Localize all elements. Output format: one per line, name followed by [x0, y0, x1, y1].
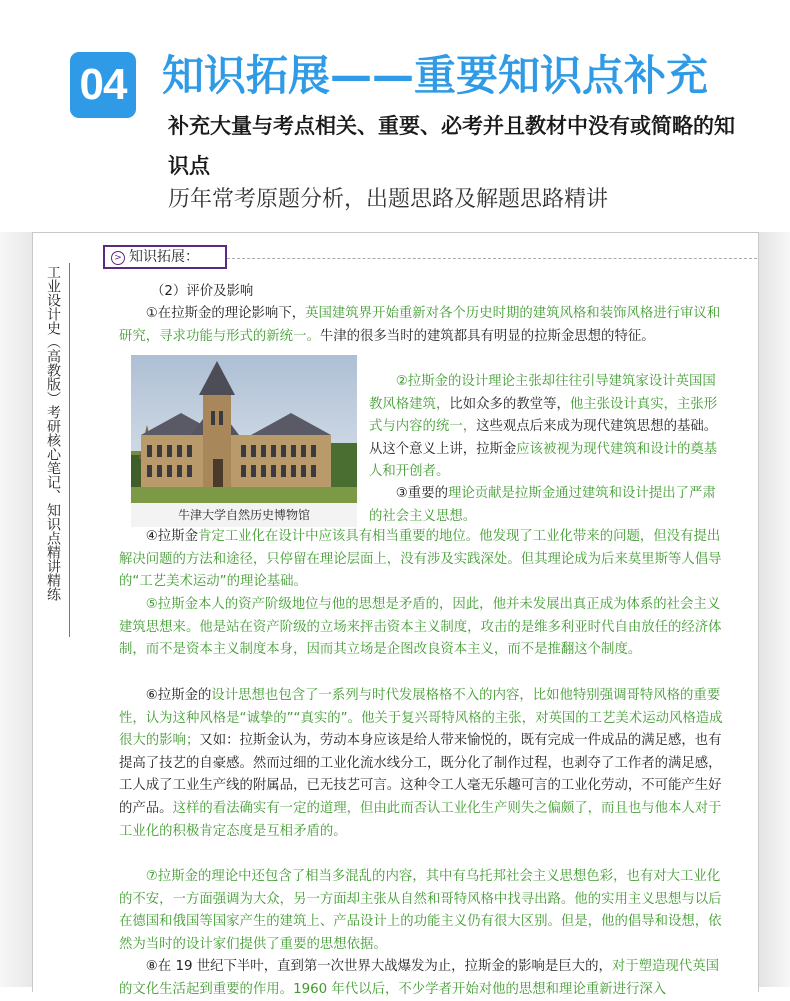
p8-lead: ⑧在 19 世纪下半叶，直到第一次世界大战爆发为止，拉斯金的影响是巨大的，: [145, 959, 612, 974]
section-number-badge: 04: [70, 52, 136, 118]
p4-lead: ④拉斯金: [145, 529, 198, 544]
subtitle: 补充大量与考点相关、重要、必考并且教材中没有或简略的知识点: [168, 114, 735, 178]
p1-tail: 牛津的很多当时的建筑都具有明显的拉斯金思想的特征。: [319, 328, 655, 344]
museum-photo: [131, 355, 357, 503]
paragraph-8: [119, 956, 725, 997]
subheading: （2）评价及影响: [151, 284, 254, 299]
paragraph-3: [369, 483, 725, 529]
p3-body: 理论贡献是拉斯金通过建筑和设计提出了严肃的社会主义思想。: [369, 486, 716, 524]
p4-body: 肯定工业化在设计中应该具有相当重要的地位。他发现了工业化带来的问题，但没有提出解决问题的方法和途径，只停留在理论层面上，没有涉及实践深处。但其理论成为后来莫里斯等人倡导的“工艺美术运动”的理论基础。: [119, 529, 722, 590]
vertical-divider: [69, 263, 70, 637]
p6-gothic: 设计思想也包含了一系列与时代发展格格不入的内容，比如他特别强调哥特风格的重要性，认为这种风格是“诚挚的”“真实的”。他关于复兴哥特风格的主张，对英国的工艺美术运动风格造成很大的影响；: [119, 688, 723, 749]
section-label: 知识拓展：: [129, 249, 199, 265]
p3-lead: ③重要的: [395, 486, 448, 501]
paragraph-6: [119, 685, 725, 843]
p6-lead: ⑥拉斯金的: [145, 688, 212, 703]
subtitle-secondary: 历年常考原题分析，出题思路及解题思路精讲: [168, 187, 609, 212]
paragraph-7: ⑦拉斯金的理论中还包含了相当多混乱的内容，其中有乌托邦社会主义思想色彩，也有对大工业化的不安，一方面强调为大众，另一方面却主张从自然和哥特风格中找寻出路。他的实用主义思想与以后在德国和俄国等国家产生的建筑上、产品设计上的功能主义仍有很大区别。但是，他的倡导和设想，依然为当时的设计家们提供了重要的思想依据。: [119, 869, 722, 952]
p2-lead: ②拉斯金的设计理论主张却往往引导建筑家设计英国国教风格建筑，: [369, 374, 716, 412]
header: [0, 0, 790, 232]
oxford-museum-image: [131, 355, 357, 503]
p1-tail-wrap: [369, 348, 725, 372]
p2-basis: 这些观点后来成为现代建筑思想的基础。从这个意义上讲，拉斯金: [369, 419, 718, 457]
paragraph-4: [119, 526, 725, 594]
chevron-right-circle-icon: >: [111, 251, 125, 265]
paragraph-5: ⑤拉斯金本人的资产阶级地位与他的思想是矛盾的，因此，他并未发展出真正成为体系的社会主义建筑思想来。他是站在资产阶级的立场来抨击资本主义制度，攻击的是维多利亚时代自由放任的经济体制，而不是资本主义制度本身，因而其立场是企图改良资本主义，而不是推翻这个制度。: [119, 597, 722, 658]
page-shadow-left: [0, 232, 32, 987]
photo-caption: 牛津大学自然历史博物馆: [131, 503, 357, 527]
p1-lead: ①在拉斯金的理论影响下，: [145, 306, 306, 321]
paragraph-1-part-1: [119, 303, 725, 349]
p8-body: 对于塑造现代英国的文化生活起到重要的作用。1960 年代以后，不少学者开始对他的思想和理论重新进行深入: [119, 959, 719, 997]
p6-critique: 这样的看法确实有一定的道理，但由此而否认工业化生产则失之偏颇了，而且也与他本人对于工业化的积极肯定态度是互相矛盾的。: [119, 800, 722, 839]
section-label-box: [103, 245, 227, 269]
p2-conclusion: 应该被视为现代建筑和设计的奠基人和开创者。: [369, 441, 718, 480]
vertical-book-title: 工业设计史（高教版）考研核心笔记、知识点精讲精练: [45, 265, 61, 601]
p2-example: 比如众多的教堂等，: [449, 396, 570, 412]
book-page: [32, 232, 759, 997]
page-title: 知识拓展——重要知识点补充: [162, 51, 709, 100]
section-divider: [227, 258, 757, 259]
p1-highlight: 英国建筑界开始重新对各个历史时期的建筑风格和装饰风格进行审议和研究，寻求功能与形式的新统一。: [119, 306, 721, 344]
paragraph-2: [369, 371, 725, 485]
page-shadow-right: [758, 232, 790, 987]
p6-labor: 又如：拉斯金认为，劳动本身应该是给人带来愉悦的，既有完成一件成品的满足感，也有提高了技艺的自豪感。然而过细的工业化流水线分工，既分化了制作过程，也剥夺了工作者的满足感，工人成了工业生产线的附属品，已无技艺可言。这种令工人毫无乐趣可言的工业化劳动，不可能产生好的产品。: [119, 733, 722, 816]
p2-claim: 他主张设计真实，主张形式与内容的统一，: [369, 396, 718, 435]
